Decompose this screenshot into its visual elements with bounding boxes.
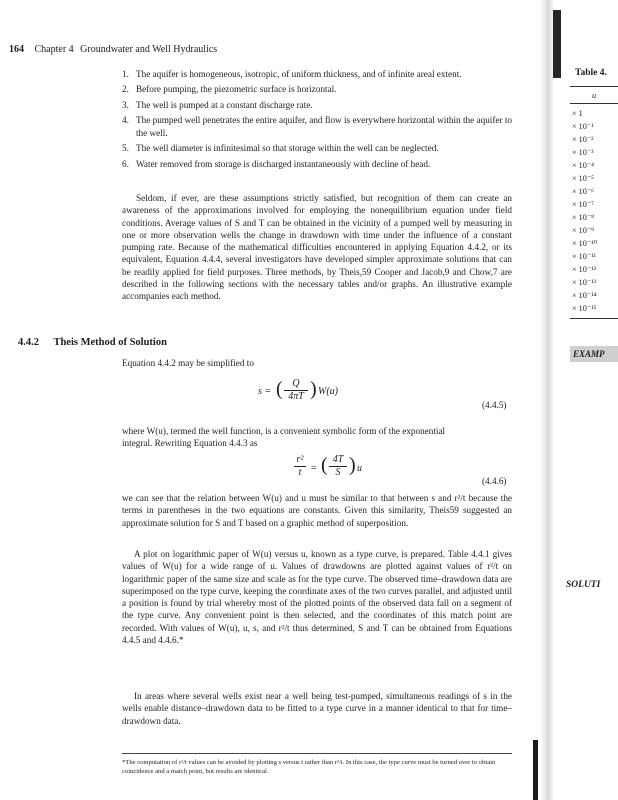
- paragraph-distance-drawdown: In areas where several wells exist near a well being test-pumped, simultaneous readings of s in the wells enable distance–drawdown data to be fitted to a type curve in a manner identical to that for time–drawdown data.: [122, 691, 512, 726]
- adjacent-table-bottom-rule: [570, 318, 618, 319]
- solution-label: SOLUTI: [566, 580, 601, 590]
- running-header: [9, 44, 217, 55]
- list-item: 3. The well is pumped at a constant discharge rate.: [122, 99, 313, 110]
- table-row: × 10⁻¹⁴: [572, 291, 597, 300]
- adjacent-table-column: [570, 86, 618, 315]
- page-number: 164: [9, 44, 24, 55]
- table-row: × 10⁻³: [572, 148, 594, 157]
- eq1-label: (4.4.5): [482, 400, 507, 410]
- eq1-close-paren: ): [310, 378, 317, 400]
- eq2-open-paren: (: [321, 454, 328, 476]
- table-row: × 10⁻²: [572, 135, 594, 144]
- eq2-lhs-denominator: t: [294, 466, 306, 478]
- equation-4-4-6: [294, 452, 384, 488]
- footnote: *The computation of r²/t values can be avoided by plotting s versus t rather than r²/t. In this case, the type curve must be turned over to obtain coincidence and a match point, but results are identical.: [122, 759, 496, 775]
- eq2-label: (4.4.6): [482, 476, 507, 486]
- list-item: 4. The pumped well penetrates the entire aquifer, and flow is everywhere horizontal within the aquifer to the well.: [122, 115, 512, 138]
- table-row: × 10⁻⁸: [572, 213, 595, 222]
- table-row: × 10⁻⁶: [572, 187, 595, 196]
- equation-4-4-5: [258, 376, 378, 412]
- table-row: × 10⁻¹³: [572, 278, 597, 287]
- eq2-rhs: u: [357, 463, 362, 474]
- table-row: × 10⁻¹⁵: [572, 304, 597, 313]
- section-number: 4.4.2: [18, 337, 39, 348]
- page-fold-shadow-bottom: [533, 740, 538, 800]
- list-item: 1. The aquifer is homogeneous, isotropic, of uniform thickness, and of infinite areal extent.: [122, 69, 462, 79]
- list-item: 2. Before pumping, the piezometric surface is horizontal.: [122, 84, 337, 95]
- list-item: 5. The well diameter is infinitesimal so that storage within the well can be neglected.: [122, 143, 439, 154]
- eq2-fraction: [329, 454, 347, 478]
- book-gutter: [540, 0, 554, 800]
- table-row: × 10⁻¹²: [572, 265, 597, 274]
- eq1-numerator: Q: [292, 378, 300, 389]
- table-row: × 10⁻¹¹: [572, 252, 597, 261]
- footnote-rule: [122, 753, 512, 754]
- paragraph-similarity: we can see that the relation between W(u) and u must be similar to that between s and r²/t because the terms in parentheses in the two equations are constants. Given this similarity, Theis59 suggested an approximate solution for S and T based on a graphic method of superposition.: [122, 493, 512, 528]
- eq1-denominator: 4πT: [284, 390, 308, 402]
- intro-sentence: Equation 4.4.2 may be simplified to: [122, 358, 254, 368]
- where-line-2: integral. Rewriting Equation 4.4.3 as: [122, 438, 258, 448]
- paragraph-type-curve: A plot on logarithmic paper of W(u) versus u, known as a type curve, is prepared. Table 4.4.1 gives values of W(u) for a wide range of u. Values of drawdowns are plotted against values of r²/t on logarithmic paper of the same size and scale as for the type curve. The observed time–drawdown data are superimposed on the type curve, keeping the coordinate axes of the two curves parallel, and adjusted until a position is found by trial whereby most of the plotted points of the observed data fall on a segment of the type curve. Any convenient point is then selected, and the coordinates of this match point are recorded. With values of W(u), u, s, and r²/t thus determined, S and T can be obtained from Equations 4.4.5 and 4.4.6.*: [122, 549, 512, 646]
- table-row: × 10⁻⁴: [572, 161, 595, 170]
- table-row: × 10⁻⁵: [572, 174, 595, 183]
- chapter-label: Chapter 4: [34, 44, 74, 55]
- eq2-close-paren: ): [349, 454, 356, 476]
- chapter-title: Groundwater and Well Hydraulics: [80, 44, 218, 55]
- adjacent-table-title: Table 4.: [575, 68, 607, 78]
- list-item: 6. Water removed from storage is discharged instantaneously with decline of head.: [122, 158, 431, 169]
- eq2-denominator: S: [329, 466, 347, 478]
- where-line-1: where W(u), termed the well function, is a convenient symbolic form of the exponential: [122, 426, 446, 436]
- eq1-lhs: s =: [258, 386, 272, 397]
- eq2-equals: =: [311, 463, 317, 474]
- table-row: × 10⁻⁷: [572, 200, 595, 209]
- eq2-numerator: 4T: [332, 454, 344, 465]
- example-banner: EXAMP: [570, 346, 618, 362]
- eq2-lhs-numerator: r²: [296, 454, 304, 465]
- table-row: × 10⁻¹: [572, 122, 594, 131]
- table-row: × 10⁻¹⁰: [572, 239, 597, 248]
- eq2-lhs-fraction: [294, 454, 306, 478]
- table-row: × 1: [572, 109, 583, 118]
- eq1-rhs: W(u): [318, 386, 338, 397]
- section-title: Theis Method of Solution: [53, 337, 167, 348]
- page-fold-shadow: [553, 10, 561, 78]
- assumptions-list: [122, 68, 512, 173]
- eq1-open-paren: (: [276, 378, 283, 400]
- adjacent-table-header: u: [570, 86, 618, 104]
- table-row: × 10⁻⁹: [572, 226, 595, 235]
- eq1-fraction: [284, 378, 308, 402]
- section-heading: [18, 337, 167, 348]
- paragraph-assumptions-discussion: Seldom, if ever, are these assumptions strictly satisfied, but recognition of them can create an awareness of the approximations involved for employing the nonequilibrium equation under field conditions. Average values of S and T can be obtained in the vicinity of a pumped well by measuring in one or more observation wells the change in drawdown with time under the influence of a constant pumping rate. Because of the mathematical difficulties encountered in applying Equation 4.4.2, or its equivalent, Equation 4.4.4, several investigators have developed simpler approximate solutions that can be readily applied for field purposes. Three methods, by Theis,59 Cooper and Jacob,9 and Chow,7 are described in the following sections with the necessary tables and/or graphs. An illustrative example accompanies each method.: [122, 193, 512, 302]
